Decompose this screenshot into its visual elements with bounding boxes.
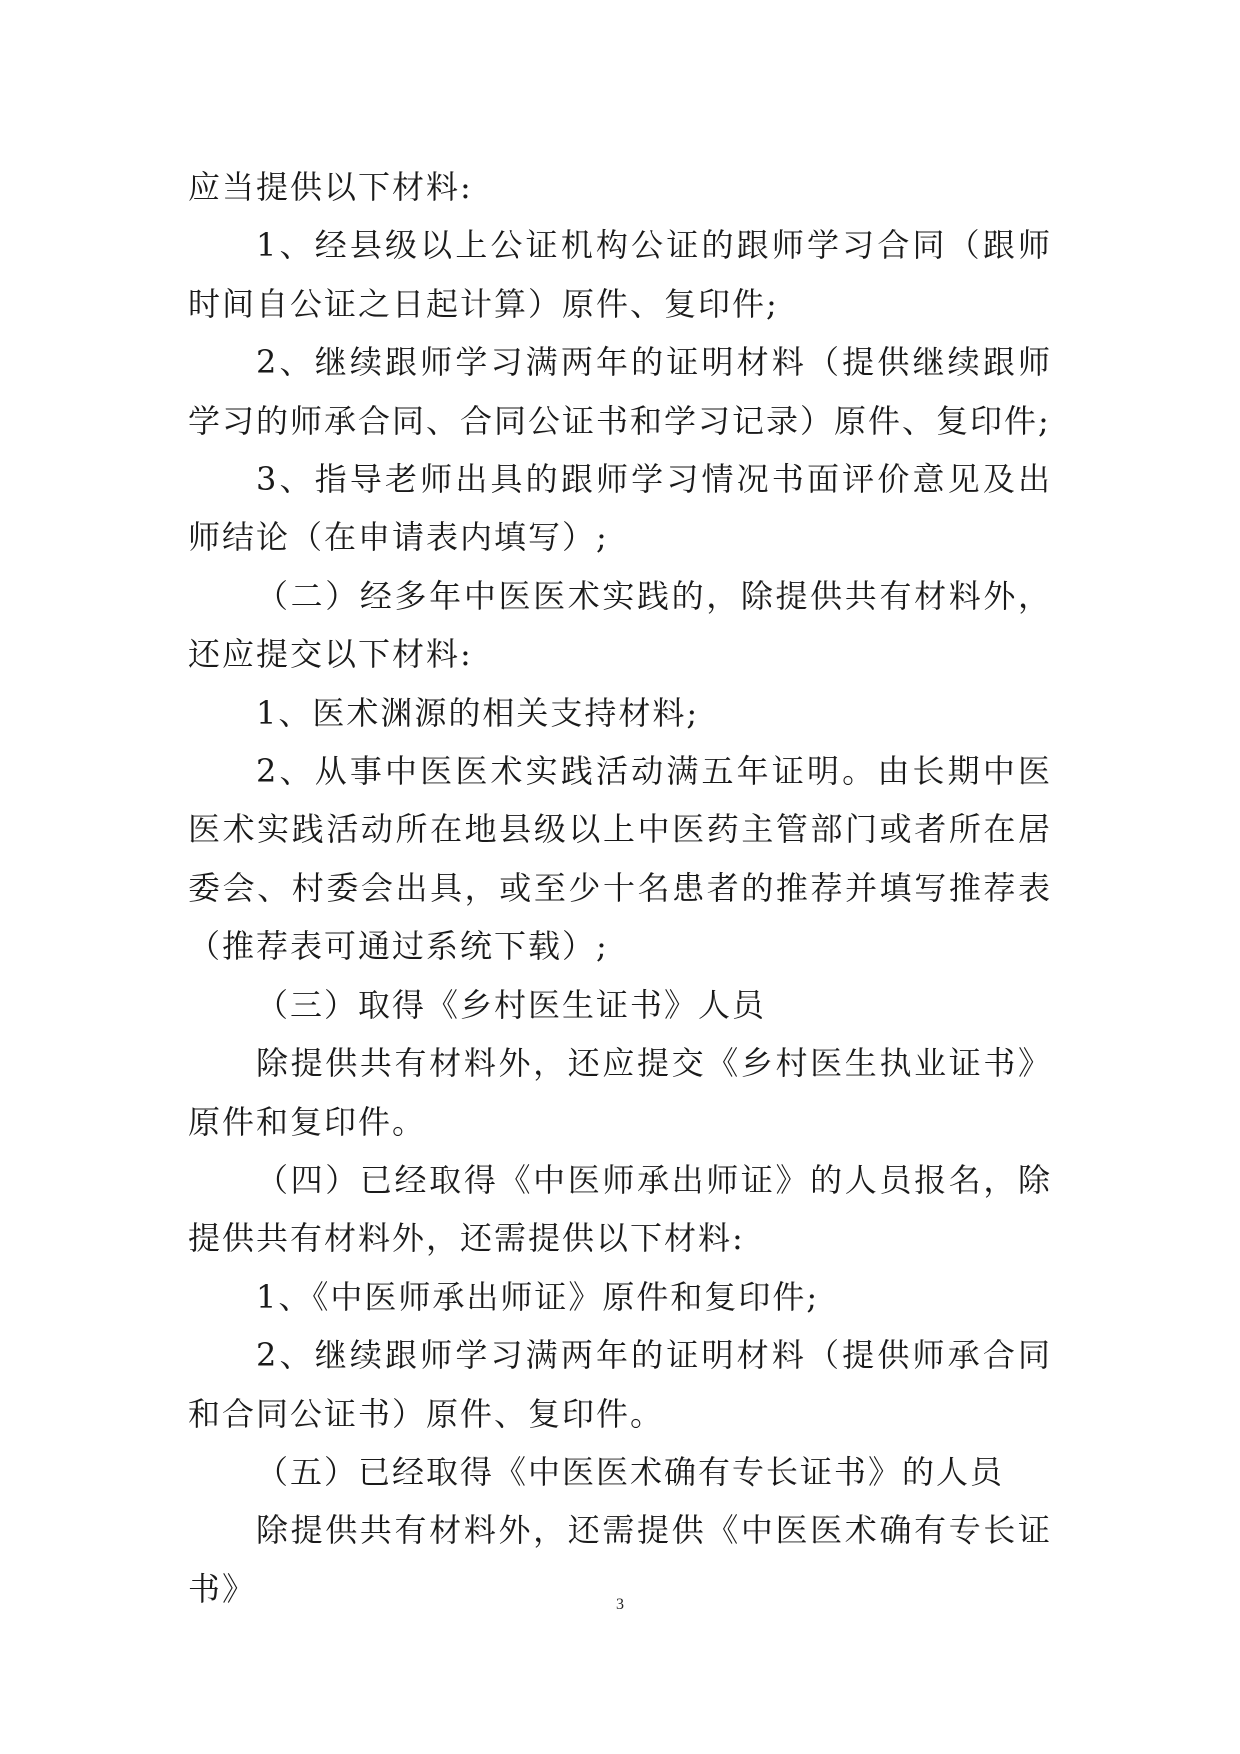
paragraph-item-2: 2、继续跟师学习满两年的证明材料（提供继续跟师学习的师承合同、合同公证书和学习记录）原件、复印件; — [188, 343, 1052, 440]
paragraph-item-2: 2、从事中医医术实践活动满五年证明。由长期中医医术实践活动所在地县级以上中医药主管部门或者所在居委会、村委会出具，或至少十名患者的推荐并填写推荐表（推荐表可通过系统下载）; — [188, 752, 1052, 966]
paragraph-item-2: 2、继续跟师学习满两年的证明材料（提供师承合同和合同公证书）原件、复印件。 — [188, 1336, 1052, 1433]
paragraph-body: 除提供共有材料外，还应提交《乡村医生执业证书》原件和复印件。 — [188, 1044, 1052, 1141]
section-heading-2: （二）经多年中医医术实践的，除提供共有材料外，还应提交以下材料: — [188, 576, 1052, 674]
page-number: 3 — [616, 1596, 624, 1613]
section-heading-3: （三）取得《乡村医生证书》人员 — [256, 985, 767, 1024]
paragraph-body: 除提供共有材料外，还需提供《中医医术确有专长证书》 — [188, 1511, 1052, 1608]
paragraph-item-1: 1、经县级以上公证机构公证的跟师学习合同（跟师时间自公证之日起计算）原件、复印件; — [188, 226, 1052, 323]
paragraph-item-3: 3、指导老师出具的跟师学习情况书面评价意见及出师结论（在申请表内填写）; — [188, 460, 1052, 557]
document-body — [188, 158, 1052, 1618]
paragraph-continuation: 应当提供以下材料: — [188, 168, 473, 206]
paragraph-item-1: 1、医术渊源的相关支持材料; — [256, 693, 700, 732]
paragraph-item-1: 1、《中医师承出师证》原件和复印件; — [256, 1277, 820, 1316]
section-heading-5: （五）已经取得《中医医术确有专长证书》的人员 — [256, 1452, 1005, 1491]
section-heading-4: （四）已经取得《中医师承出师证》的人员报名，除提供共有材料外，还需提供以下材料: — [188, 1160, 1052, 1258]
